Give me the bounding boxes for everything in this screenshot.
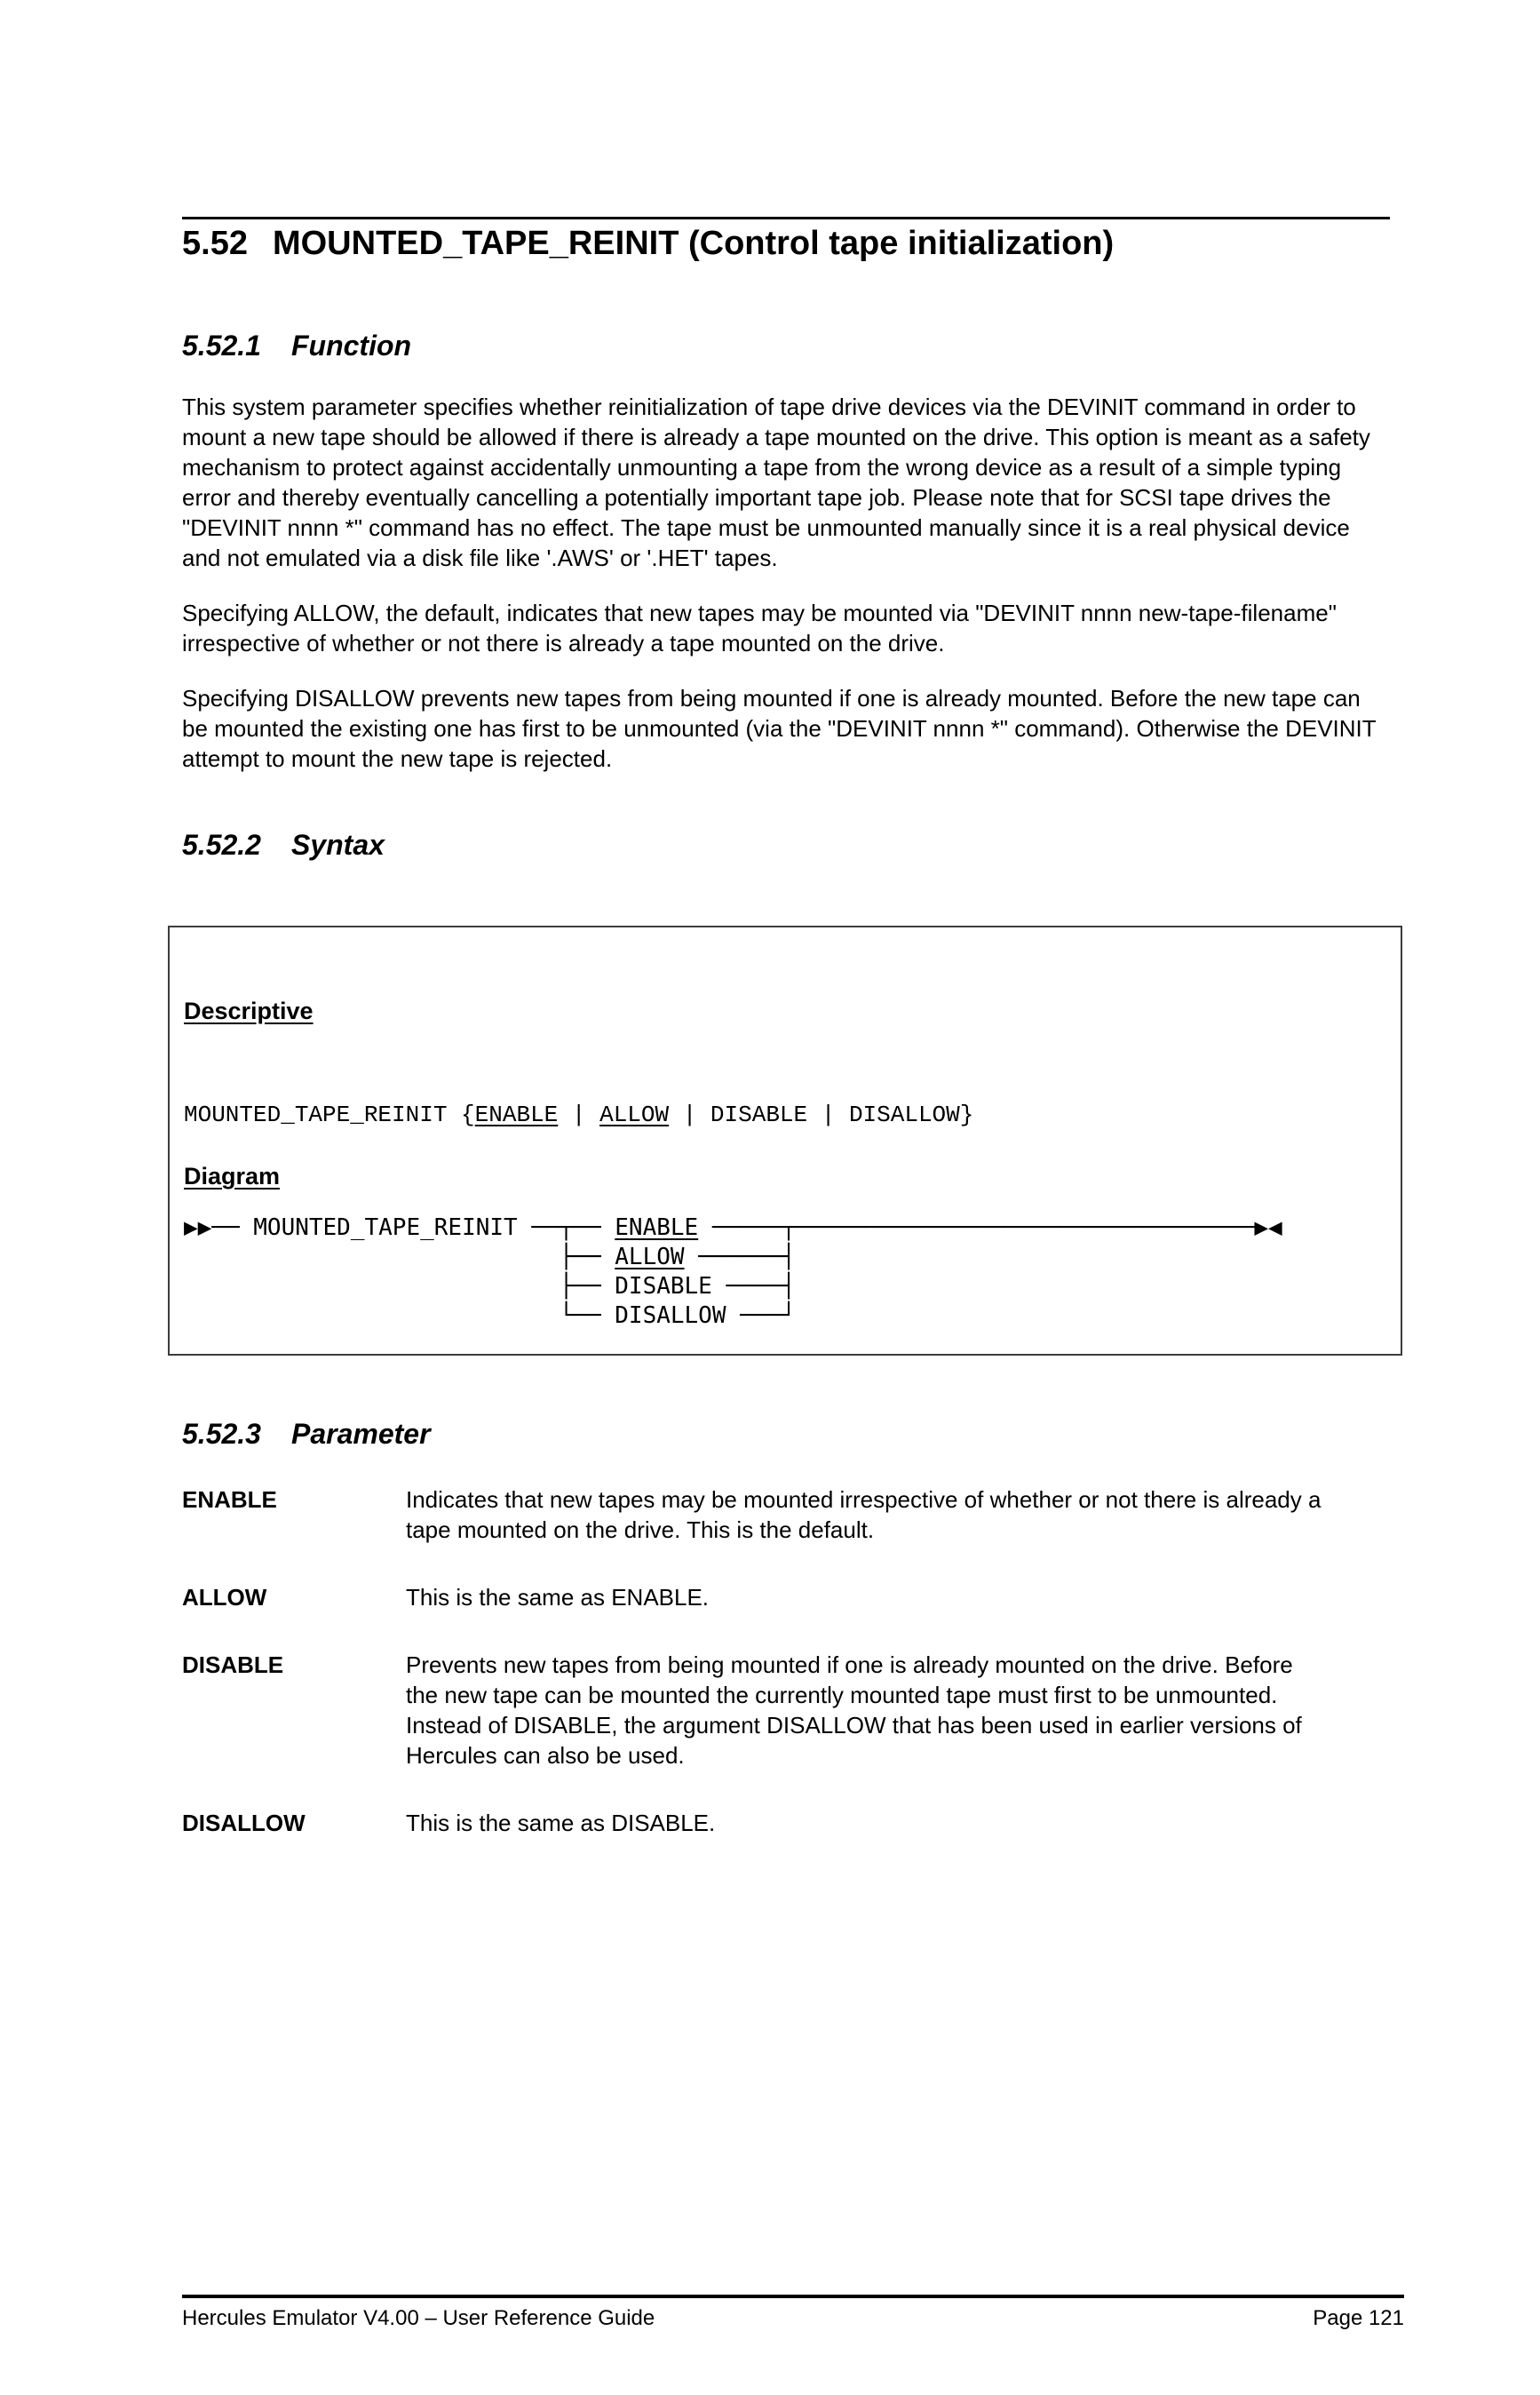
diagram-rail: ▶▶── MOUNTED_TAPE_REINIT ──┬──: [184, 1214, 615, 1242]
manual-page: [0, 217, 1540, 2395]
statement-suffix: | DISABLE | DISALLOW}: [669, 1102, 974, 1129]
diagram-rail: ├──: [184, 1273, 615, 1301]
parameter-entry-enable: [182, 1484, 1390, 1545]
heading-syntax: [182, 829, 1390, 862]
function-paragraph-2: Specifying ALLOW, the default, indicates that new tapes may be mounted via "DEVINIT nnnn new-tape-filename" irrespective of whether or not there is already a tape mounted on the drive.: [182, 600, 1337, 657]
parameter-entry-disable: [182, 1650, 1390, 1770]
section-number: 5.52.3: [182, 1418, 261, 1451]
diagram-row-disallow: [184, 1301, 1383, 1331]
statement-keyword-allow: ALLOW: [599, 1102, 670, 1129]
parameter-term: ENABLE: [182, 1486, 277, 1514]
heading-parameter: [182, 1418, 1390, 1451]
diagram-keyword-disable: DISABLE: [615, 1273, 712, 1301]
parameter-description: This is the same as DISABLE.: [406, 1810, 716, 1837]
parameter-entry-allow: [182, 1582, 1390, 1612]
title-rule: [182, 217, 1390, 219]
diagram-keyword-enable: ENABLE: [615, 1214, 699, 1242]
parameter-description: Indicates that new tapes may be mounted irrespective of whether or not there is already a tape mounted on the drive. This is the default.: [406, 1486, 1322, 1544]
syntax-box: [168, 926, 1402, 1356]
diagram-row-allow: [184, 1243, 1383, 1272]
diagram-row-disable: [184, 1272, 1383, 1301]
section-number: 5.52: [182, 225, 248, 262]
section-title-text: Function: [290, 329, 412, 362]
page-title: [182, 225, 1390, 264]
parameter-description: This is the same as ENABLE.: [406, 1584, 710, 1611]
syntax-statement: [184, 1100, 1383, 1130]
section-title-text: MOUNTED_TAPE_REINIT (Control tape initialization): [272, 225, 1115, 262]
diagram-keyword-allow: ALLOW: [615, 1244, 685, 1271]
diagram-rail: ───┘: [726, 1302, 796, 1330]
footer-document-title: Hercules Emulator V4.00 – User Reference Guide: [182, 2306, 655, 2330]
function-paragraph-1: This system parameter specifies whether reinitialization of tape drive devices via the DEVINIT command in order to mount a new tape should be allowed if there is already a tape mounted on the drive. This option is meant as a safety mechanism to protect against accidentally unmounting a tape from the wrong device as a result of a simple typing error and thereby eventually cancelling a potentially important tape job. Please note that for SCSI tape drives the "DEVINIT nnnn *" command has no effect. The tape must be unmounted manually since it is a real physical device and not emulated via a disk file like '.AWS' or '.HET' tapes.: [182, 394, 1370, 572]
parameter-term: ALLOW: [182, 1584, 267, 1611]
section-title-text: Parameter: [290, 1418, 431, 1451]
parameter-entries: [182, 1484, 1390, 1838]
diagram-rail: ────┤: [711, 1273, 796, 1301]
diagram-rail: └──: [184, 1302, 615, 1330]
parameter-term: DISABLE: [182, 1651, 284, 1679]
diagram-row-enable: [184, 1213, 1383, 1243]
diagram-keyword-disallow: DISALLOW: [615, 1302, 726, 1330]
diagram-rail: ├──: [184, 1244, 615, 1271]
parameter-entry-disallow: [182, 1808, 1390, 1838]
parameter-term: DISALLOW: [182, 1810, 306, 1837]
descriptive-label: Descriptive: [184, 998, 314, 1025]
footer-page-number: Page 121: [1313, 2306, 1404, 2330]
diagram-label: Diagram: [184, 1163, 281, 1190]
page-footer: [182, 2295, 1404, 2332]
statement-prefix: MOUNTED_TAPE_REINIT {: [184, 1102, 475, 1129]
statement-separator: |: [558, 1102, 600, 1129]
section-title-text: Syntax: [290, 829, 385, 862]
page-content: [0, 217, 1540, 1838]
section-number: 5.52.2: [182, 829, 261, 862]
statement-keyword-enable: ENABLE: [474, 1102, 559, 1129]
diagram-rail: ─────┬─────────────────────────────────▶◀: [698, 1214, 1282, 1242]
railroad-diagram: [184, 1213, 1383, 1331]
section-number: 5.52.1: [182, 329, 261, 362]
heading-function: [182, 330, 1390, 362]
diagram-rail: ──────┤: [684, 1244, 796, 1271]
function-paragraph-3: Specifying DISALLOW prevents new tapes from being mounted if one is already mounted. Before the new tape can be mounted the existing one has first to be unmounted (via the "DEVINIT nnnn *" command). Otherwise the DEVINIT attempt to mount the new tape is rejected.: [182, 685, 1377, 773]
parameter-description: Prevents new tapes from being mounted if one is already mounted on the drive. Before the new tape can be mounted the currently mounted tape must first to be unmounted. Instead of DISABLE, the argument DISALLOW that has been used in earlier versions of Hercules can also be used.: [406, 1651, 1302, 1770]
